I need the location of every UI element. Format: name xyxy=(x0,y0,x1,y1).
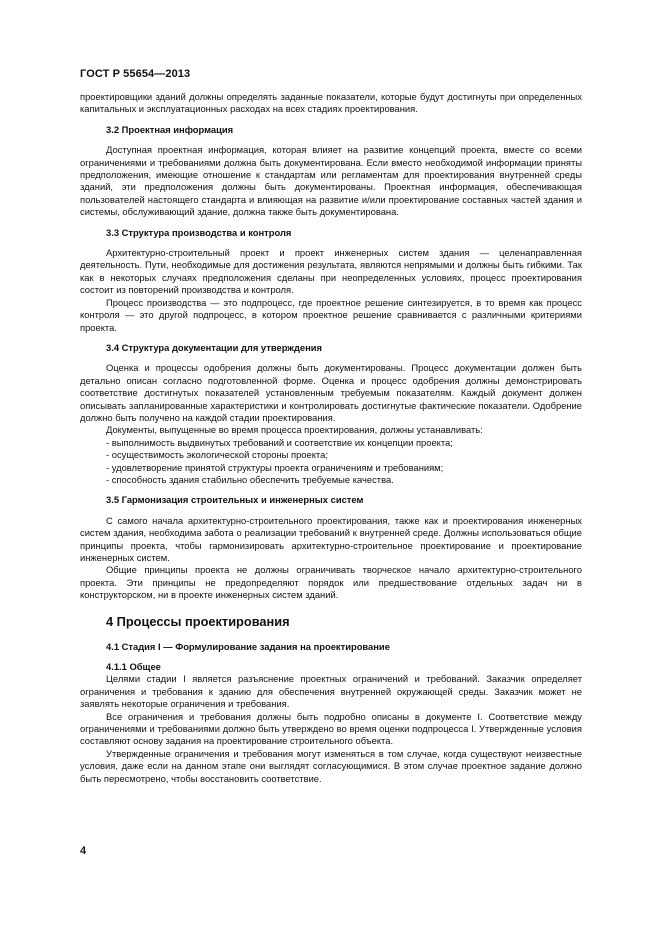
document-body xyxy=(80,91,582,785)
section-3-5-paragraph-2: Общие принципы проекта не должны ограничивать творческое начало архитектурно-строительного проекта. Эти принципы не предопределяют порядок или предшествование отдельных задач ни в конструкторском, ни в проекте инженерных систем зданий. xyxy=(80,564,582,601)
section-3-3-paragraph-2: Процесс производства — это подпроцесс, где проектное решение синтезируется, в то время как процесс контроля — это другой подпроцесс, в котором проектное решение сравнивается с различными критериями проекта. xyxy=(80,296,582,333)
section-3-2-heading: 3.2 Проектная информация xyxy=(106,123,234,135)
section-4-1-1-paragraph-1: Целями стадии I является разъяснение проектных ограничений и требований. Заказчик определяет ограничения и требования к зданию для обеспечения внутренней окружающей среды. Заказчик может не заявлять некоторые ограничения и требования. xyxy=(80,673,582,710)
section-3-4-paragraph-2: Документы, выпущенные во время процесса проектирования, должны устанавливать: xyxy=(106,424,483,436)
list-item: - осуществимость экологической стороны проекта; xyxy=(106,449,328,461)
section-4-1-1-heading: 4.1.1 Общее xyxy=(106,661,161,673)
document-header: ГОСТ Р 55654—2013 xyxy=(80,68,191,80)
list-item: - выполнимость выдвинутых требований и соответствие их концепции проекта; xyxy=(106,436,453,448)
section-3-3-paragraph-1: Архитектурно-строительный проект и проект инженерных систем здания — целенаправленная деятельность. Пути, необходимые для достижения результата, являются непрямыми и должны быть гибкими. Так как в некоторых случаях предположения сделаны при неопределенных условиях, процесс проектирования состоит из повторений производства и контроля. xyxy=(80,247,582,296)
section-3-2-paragraph: Доступная проектная информация, которая влияет на развитие концепций проекта, вместе со всеми ограничениями и требованиями должна быть документирована. Если вместо необходимой информации приняты предположения, имеющие отношение к стандартам или регламентам для проектирования внутренней среды зданий, эти предположения должны быть документированы. Проектная информация, обеспечивающая пользователей настоящего стандарта и влияющая на развитие и/или проектирование составных частей здания и системы, обслуживающий здание, должна также быть документирована. xyxy=(80,144,582,218)
section-4-1-1-paragraph-3: Утвержденные ограничения и требования могут изменяться в том случае, когда существуют неизвестные условия, даже если на данном этапе они выглядят согласующимися. В этом случае проектное задание должно быть пересмотрено, чтобы восстановить соответствие. xyxy=(80,747,582,784)
intro-paragraph: проектировщики зданий должны определять заданные показатели, которые будут достигнуты при определенных капитальных и эксплуатационных расходах на всех стадиях проектирования. xyxy=(80,91,582,115)
section-3-5-paragraph-1: С самого начала архитектурно-строительного проектирования, также как и проектирования инженерных систем здания, необходима забота о реализации требований к внутренней среде. Должны использоваться общие принципы проекта, чтобы гармонизировать архитектурно-строительное проектирование и проектирование инженерных систем. xyxy=(80,514,582,563)
section-4-heading: 4 Процессы проектирования xyxy=(106,613,290,629)
section-3-3-heading: 3.3 Структура производства и контроля xyxy=(106,226,292,238)
section-4-1-1-paragraph-2: Все ограничения и требования должны быть подробно описаны в документе I. Соответствие между ограничениями и требованиями должно быть утверждено во время оценки подпроцесса I. Утвержденные условия составляют основу задания на проектирование строительного объекта. xyxy=(80,710,582,747)
section-4-1-heading: 4.1 Стадия I — Формулирование задания на проектирование xyxy=(106,640,390,652)
list-item: - способность здания стабильно обеспечить требуемые качества. xyxy=(106,473,394,485)
page-number: 4 xyxy=(80,845,87,857)
section-3-4-heading: 3.4 Структура документации для утверждения xyxy=(106,341,323,353)
list-item: - удовлетворение принятой структуры проекта ограничениям и требованиям; xyxy=(106,461,444,473)
section-3-4-paragraph-1: Оценка и процессы одобрения должны быть документированы. Процесс документации должен быть детально описан согласно подготовленной форме. Оценка и процесс одобрения должны демонстрировать соответствие достигнутых показателей установленным требуемым показателям. Каждый документ должен описывать запланированные характеристики и контролировать достигнутые фактические показатели. Одобрение должно быть получено на каждой стадии проектирования. xyxy=(80,362,582,423)
section-3-5-heading: 3.5 Гармонизация строительных и инженерных систем xyxy=(106,494,364,506)
